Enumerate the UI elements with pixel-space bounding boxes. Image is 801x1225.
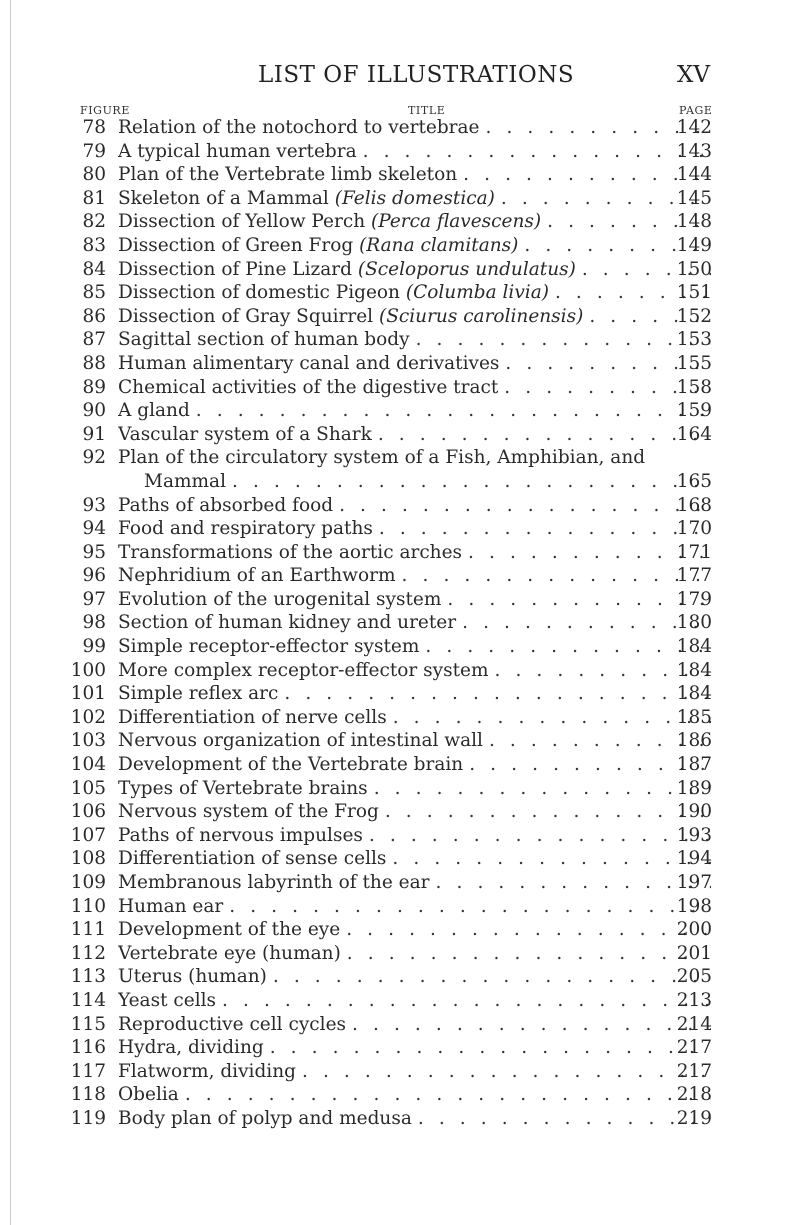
figure-title-text: Evolution of the urogenital system xyxy=(118,588,442,610)
figure-title xyxy=(118,328,410,352)
list-item xyxy=(0,116,801,140)
list-item xyxy=(0,611,801,635)
figure-title-text: Flatworm, dividing xyxy=(118,1060,296,1082)
figure-title xyxy=(118,942,341,966)
list-item xyxy=(0,494,801,518)
figure-title xyxy=(118,234,518,258)
figure-number: 97 xyxy=(82,588,106,610)
page-reference: 201 xyxy=(676,942,712,964)
figure-title: Plan of the circulatory system of a Fish, Amphibian, and xyxy=(118,447,646,469)
dot-leader xyxy=(357,140,711,164)
page-reference: 177 xyxy=(676,565,712,587)
figure-title-text: Uterus (human) xyxy=(118,966,267,988)
page-reference: 148 xyxy=(676,211,712,233)
page-reference: 179 xyxy=(676,588,712,610)
figure-title-text: Relation of the notochord to vertebrae xyxy=(118,117,480,138)
figure-number: 105 xyxy=(70,777,106,799)
figure-number: 84 xyxy=(82,258,106,280)
figure-number: 112 xyxy=(70,942,106,964)
figure-number: 119 xyxy=(70,1107,106,1129)
figure-title xyxy=(118,989,216,1013)
page-reference: 213 xyxy=(676,989,712,1011)
figure-number: 104 xyxy=(70,754,106,776)
list-item xyxy=(0,564,801,588)
dot-leader xyxy=(296,1060,711,1084)
figure-title xyxy=(118,352,499,376)
figure-title-text: Differentiation of nerve cells xyxy=(118,706,387,728)
page-reference: 218 xyxy=(676,1084,712,1106)
title-line xyxy=(118,1107,711,1131)
figure-number: 99 xyxy=(82,636,106,658)
figure-title-text: Development of the eye xyxy=(118,919,341,941)
title-line xyxy=(118,965,711,989)
figure-title-continued: Mammal xyxy=(144,470,227,492)
dot-leader xyxy=(396,564,711,588)
page-reference: 184 xyxy=(676,659,712,681)
figure-title xyxy=(118,918,340,942)
dot-leader xyxy=(341,942,711,966)
figure-title-text: A gland xyxy=(118,400,190,422)
title-line xyxy=(118,352,711,376)
figure-title xyxy=(118,281,549,305)
dot-leader xyxy=(419,635,711,659)
list-item xyxy=(0,423,801,447)
list-item xyxy=(0,305,801,329)
page-reference: 214 xyxy=(676,1013,712,1035)
figure-title-text: Nervous system of the Frog xyxy=(118,801,379,823)
figure-title-text: Dissection of Green Frog xyxy=(118,234,354,256)
page-reference: 168 xyxy=(676,494,712,516)
figure-title xyxy=(118,494,333,518)
page-reference: 143 xyxy=(676,140,712,162)
figure-title-text: Human alimentary canal and derivatives xyxy=(118,352,500,374)
figure-number: 83 xyxy=(82,234,106,256)
figure-title-text: Simple reflex arc xyxy=(118,683,279,705)
page-reference: 193 xyxy=(676,824,712,846)
page-reference: 205 xyxy=(676,966,712,988)
page-reference: 151 xyxy=(676,282,712,304)
figure-title-text: A typical human vertebra xyxy=(118,140,357,162)
title-line xyxy=(118,847,711,871)
list-item xyxy=(0,1036,801,1060)
page-reference: 155 xyxy=(676,352,712,374)
figure-number: 111 xyxy=(70,919,106,941)
title-line xyxy=(118,281,711,305)
dot-leader xyxy=(387,706,711,730)
figure-number: 89 xyxy=(82,376,106,398)
title-line xyxy=(118,753,711,777)
figure-title xyxy=(118,777,368,801)
page-reference: 145 xyxy=(676,187,712,209)
figure-title xyxy=(118,1060,296,1084)
page-reference: 219 xyxy=(676,1107,712,1129)
list-item xyxy=(0,328,801,352)
figure-title xyxy=(118,706,387,730)
page-reference: 217 xyxy=(676,1060,712,1082)
figure-title xyxy=(118,210,541,234)
figure-title xyxy=(118,305,583,329)
figure-number: 79 xyxy=(82,140,106,162)
title-line xyxy=(118,305,711,329)
page-reference: 164 xyxy=(676,423,712,445)
list-item xyxy=(0,541,801,565)
figure-number: 91 xyxy=(82,423,106,445)
dot-leader xyxy=(346,1013,711,1037)
list-item xyxy=(0,234,801,258)
figure-number: 92 xyxy=(82,447,106,469)
title-line xyxy=(144,470,711,494)
title-line xyxy=(118,706,711,730)
list-item xyxy=(0,258,801,282)
figure-title-text: Section of human kidney and ureter xyxy=(118,612,457,634)
list-item xyxy=(0,824,801,848)
list-item xyxy=(0,659,801,683)
figure-title xyxy=(118,871,430,895)
figure-number: 81 xyxy=(82,187,106,209)
illustration-list xyxy=(0,116,801,1131)
list-item xyxy=(0,1060,801,1084)
figure-title-text: Food and respiratory paths xyxy=(118,518,373,540)
dot-leader xyxy=(179,1083,711,1107)
title-line xyxy=(118,399,711,423)
figure-title-text: Body plan of polyp and medusa xyxy=(118,1107,412,1129)
list-item xyxy=(0,210,801,234)
page-reference: 217 xyxy=(676,1037,712,1059)
title-line xyxy=(118,918,711,942)
list-item xyxy=(0,187,801,211)
column-header-figure: FIGURE xyxy=(80,104,130,117)
figure-title-text: Human ear xyxy=(118,895,224,917)
list-item xyxy=(0,800,801,824)
figure-title xyxy=(118,1013,346,1037)
title-line xyxy=(118,517,711,541)
figure-number: 93 xyxy=(82,494,106,516)
figure-title-text: Skeleton of a Mammal xyxy=(118,187,329,209)
title-line xyxy=(118,564,711,588)
figure-number: 80 xyxy=(82,164,106,186)
dot-leader xyxy=(226,470,711,494)
page-reference: 152 xyxy=(676,305,712,327)
figure-title-text: Nephridium of an Earthworm xyxy=(118,565,396,587)
figure-title xyxy=(118,659,489,683)
page-reference: 184 xyxy=(676,636,712,658)
figure-number: 78 xyxy=(82,117,106,138)
figure-number: 98 xyxy=(82,612,106,634)
figure-number: 82 xyxy=(82,211,106,233)
figure-title xyxy=(118,729,483,753)
list-item xyxy=(0,682,801,706)
list-item xyxy=(0,517,801,541)
dot-leader xyxy=(267,965,711,989)
title-line xyxy=(118,871,711,895)
figure-number: 90 xyxy=(82,400,106,422)
page-reference: 171 xyxy=(676,541,712,563)
dot-leader xyxy=(379,800,711,824)
title-line xyxy=(118,635,711,659)
title-line xyxy=(118,729,711,753)
figure-title-text: Vascular system of a Shark xyxy=(118,423,372,445)
dot-leader xyxy=(463,753,711,777)
dot-leader xyxy=(456,611,711,635)
species-name: (Columba livia) xyxy=(405,282,549,304)
title-line xyxy=(118,541,711,565)
list-item xyxy=(0,588,801,612)
list-item xyxy=(0,895,801,919)
dot-leader xyxy=(457,163,711,187)
figure-title xyxy=(118,258,576,282)
figure-title-text: Paths of absorbed food xyxy=(118,494,334,516)
dot-leader xyxy=(264,1036,711,1060)
title-line xyxy=(118,376,711,400)
page-reference: 150 xyxy=(676,258,712,280)
figure-number: 103 xyxy=(70,730,106,752)
title-line xyxy=(118,800,711,824)
species-name: (Rana clamitans) xyxy=(359,234,519,256)
figure-title-text: Differentiation of sense cells xyxy=(118,848,387,870)
figure-number: 114 xyxy=(70,989,106,1011)
figure-title xyxy=(118,800,379,824)
title-line xyxy=(118,942,711,966)
list-item-continuation xyxy=(0,470,801,494)
list-item xyxy=(0,163,801,187)
species-name: (Perca flavescens) xyxy=(371,211,542,233)
figure-title xyxy=(118,635,419,659)
title-line xyxy=(118,1060,711,1084)
figure-number: 115 xyxy=(70,1013,106,1035)
page-reference: 185 xyxy=(676,706,712,728)
figure-title xyxy=(118,187,495,211)
figure-title-text: Simple receptor-effector system xyxy=(118,636,420,658)
figure-title-text: More complex receptor-effector system xyxy=(118,659,489,681)
list-item xyxy=(0,635,801,659)
figure-title xyxy=(118,753,463,777)
page-reference: 158 xyxy=(676,376,712,398)
list-item xyxy=(0,753,801,777)
list-item xyxy=(0,1083,801,1107)
figure-title-text: Vertebrate eye (human) xyxy=(118,942,341,964)
column-header-page: PAGE xyxy=(679,104,713,117)
figure-title xyxy=(118,965,267,989)
list-item xyxy=(0,918,801,942)
figure-number: 96 xyxy=(82,565,106,587)
title-line xyxy=(118,588,711,612)
species-name: (Felis domestica) xyxy=(334,187,495,209)
figure-number: 118 xyxy=(70,1084,106,1106)
figure-title-text: Dissection of Yellow Perch xyxy=(118,211,366,233)
dot-leader xyxy=(430,871,711,895)
dot-leader xyxy=(363,824,711,848)
title-line xyxy=(118,1083,711,1107)
title-line xyxy=(118,777,711,801)
title-line xyxy=(118,611,711,635)
page-reference: 186 xyxy=(676,730,712,752)
figure-title-text: Plan of the Vertebrate limb skeleton xyxy=(118,164,458,186)
running-title: LIST OF ILLUSTRATIONS xyxy=(258,62,575,88)
figure-number: 108 xyxy=(70,848,106,870)
figure-number: 110 xyxy=(70,895,106,917)
figure-number: 85 xyxy=(82,282,106,304)
list-item xyxy=(0,140,801,164)
figure-title-text: Transformations of the aortic arches xyxy=(118,541,463,563)
list-item xyxy=(0,729,801,753)
figure-title-text: Sagittal section of human body xyxy=(118,329,410,351)
figure-number: 100 xyxy=(70,659,106,681)
page-reference: 170 xyxy=(676,518,712,540)
figure-title xyxy=(118,423,372,447)
title-line xyxy=(118,423,711,447)
list-item xyxy=(0,1013,801,1037)
dot-leader xyxy=(410,328,711,352)
figure-title xyxy=(118,1107,412,1131)
figure-title-text: Dissection of Gray Squirrel xyxy=(118,305,374,327)
dot-leader xyxy=(333,494,711,518)
list-item xyxy=(0,777,801,801)
figure-title xyxy=(118,541,462,565)
dot-leader xyxy=(412,1107,711,1131)
list-item xyxy=(0,871,801,895)
figure-title-text: Yeast cells xyxy=(118,989,217,1011)
figure-title-text: Types of Vertebrate brains xyxy=(118,777,368,799)
page-reference: 159 xyxy=(676,400,712,422)
figure-number: 116 xyxy=(70,1037,106,1059)
figure-title xyxy=(118,564,396,588)
title-line xyxy=(118,895,711,919)
page-reference: 200 xyxy=(676,919,712,941)
list-item xyxy=(0,399,801,423)
dot-leader xyxy=(386,847,711,871)
title-line xyxy=(118,989,711,1013)
page-reference: 144 xyxy=(676,164,712,186)
figure-number: 113 xyxy=(70,966,106,988)
page-reference: 153 xyxy=(676,329,712,351)
figure-title-text: Nervous organization of intestinal wall xyxy=(118,730,483,752)
page-reference: 187 xyxy=(676,754,712,776)
figure-title-text: Hydra, dividing xyxy=(118,1037,264,1059)
figure-title xyxy=(118,376,498,400)
list-item xyxy=(0,446,801,470)
figure-number: 106 xyxy=(70,801,106,823)
figure-title-text: Reproductive cell cycles xyxy=(118,1013,347,1035)
title-line xyxy=(118,1013,711,1037)
figure-title-text: Dissection of domestic Pigeon xyxy=(118,282,400,304)
dot-leader xyxy=(223,895,711,919)
page-number: XV xyxy=(677,62,710,88)
figure-number: 102 xyxy=(70,706,106,728)
list-item xyxy=(0,1107,801,1131)
page-reference: 149 xyxy=(676,234,712,256)
page-reference: 198 xyxy=(676,895,712,917)
title-line xyxy=(118,187,711,211)
title-line xyxy=(118,116,711,140)
title-line xyxy=(118,824,711,848)
dot-leader xyxy=(216,989,711,1013)
title-line xyxy=(118,258,711,282)
page-reference: 190 xyxy=(676,801,712,823)
page-reference: 180 xyxy=(676,612,712,634)
list-item xyxy=(0,352,801,376)
figure-number: 109 xyxy=(70,872,106,893)
title-line xyxy=(118,140,711,164)
title-line xyxy=(118,494,711,518)
figure-title xyxy=(118,824,363,848)
figure-number: 87 xyxy=(82,329,106,351)
figure-number: 88 xyxy=(82,352,106,374)
page-header xyxy=(0,62,801,94)
title-line xyxy=(118,682,711,706)
figure-title xyxy=(118,140,357,164)
list-item xyxy=(0,376,801,400)
figure-title xyxy=(118,588,441,612)
page-reference: 194 xyxy=(676,848,712,870)
figure-title-text: Membranous labyrinth of the ear xyxy=(118,872,430,893)
figure-title xyxy=(118,399,190,423)
page-reference: 165 xyxy=(676,470,712,492)
dot-leader xyxy=(368,777,711,801)
figure-title xyxy=(118,682,278,706)
list-item xyxy=(0,989,801,1013)
title-line xyxy=(118,163,711,187)
column-header-title: TITLE xyxy=(408,104,446,117)
figure-number: 94 xyxy=(82,518,106,540)
figure-title xyxy=(118,116,480,140)
dot-leader xyxy=(373,517,711,541)
dot-leader xyxy=(190,399,711,423)
figure-title xyxy=(118,847,386,871)
figure-title-text: Development of the Vertebrate brain xyxy=(118,754,464,776)
list-item xyxy=(0,965,801,989)
figure-title xyxy=(118,1083,179,1107)
list-item xyxy=(0,847,801,871)
title-line xyxy=(118,210,711,234)
figure-title xyxy=(118,1036,264,1060)
page-reference: 197 xyxy=(676,872,712,893)
figure-number: 95 xyxy=(82,541,106,563)
dot-leader xyxy=(462,541,711,565)
figure-title xyxy=(118,517,373,541)
title-line xyxy=(118,234,711,258)
figure-title-text: Obelia xyxy=(118,1084,179,1106)
title-line xyxy=(118,1036,711,1060)
title-line xyxy=(118,328,711,352)
figure-title-text: Chemical activities of the digestive tract xyxy=(118,376,499,398)
figure-title-text: Dissection of Pine Lizard xyxy=(118,258,352,280)
page-reference: 142 xyxy=(676,117,712,138)
figure-number: 117 xyxy=(70,1060,106,1082)
figure-title xyxy=(118,611,456,635)
dot-leader xyxy=(372,423,711,447)
page-reference: 184 xyxy=(676,683,712,705)
page-reference: 189 xyxy=(676,777,712,799)
title-line xyxy=(118,659,711,683)
figure-title-text: Paths of nervous impulses xyxy=(118,824,363,846)
species-name: (Sciurus carolinensis) xyxy=(378,305,584,327)
list-item xyxy=(0,706,801,730)
figure-number: 101 xyxy=(70,683,106,705)
species-name: (Sceloporus undulatus) xyxy=(357,258,576,280)
figure-number: 86 xyxy=(82,305,106,327)
figure-title xyxy=(118,163,457,187)
figure-title xyxy=(118,895,223,919)
dot-leader xyxy=(340,918,711,942)
figure-number: 107 xyxy=(70,824,106,846)
dot-leader xyxy=(441,588,711,612)
dot-leader xyxy=(278,682,711,706)
list-item xyxy=(0,942,801,966)
list-item xyxy=(0,281,801,305)
